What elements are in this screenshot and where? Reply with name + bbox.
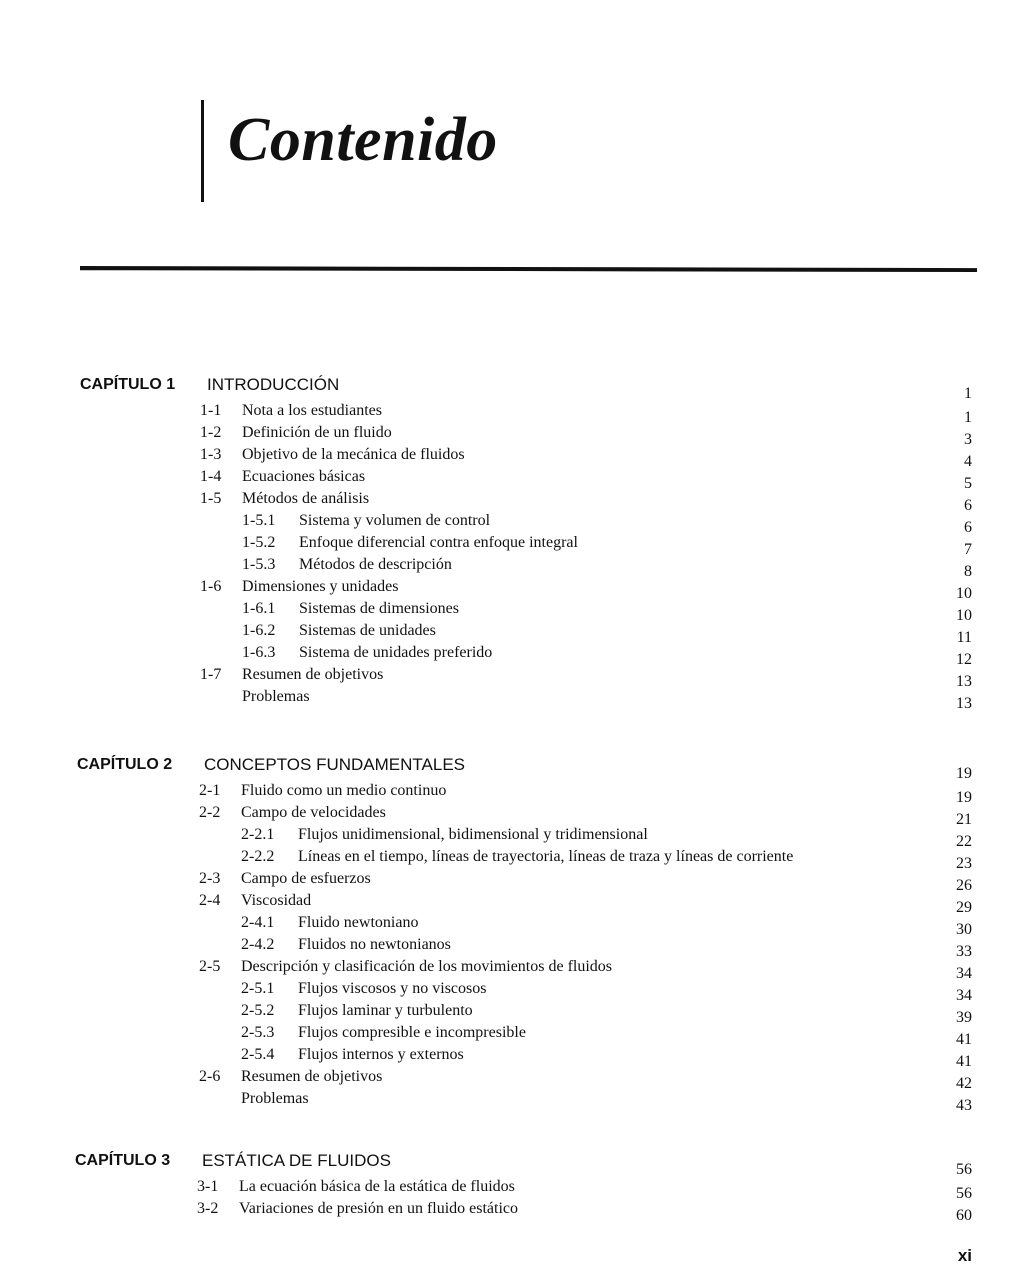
section-number: 1-5.3 — [242, 556, 276, 573]
toc-section-entry[interactable] — [0, 424, 1030, 446]
section-page-number: 10 — [956, 585, 972, 602]
section-page-number: 60 — [956, 1207, 972, 1224]
chapter-label: CAPÍTULO 1 — [80, 376, 176, 393]
section-number: 2-5 — [199, 958, 221, 975]
section-number: 2-4.2 — [241, 936, 275, 953]
section-title: Sistemas de unidades — [299, 622, 436, 639]
section-page-number: 4 — [964, 453, 972, 470]
toc-subsection-entry[interactable] — [0, 1046, 1030, 1068]
section-page-number: 39 — [956, 1009, 972, 1026]
section-number: 1-6 — [200, 578, 222, 595]
section-number: 2-2.2 — [241, 848, 275, 865]
chapter-title: CONCEPTOS FUNDAMENTALES — [204, 755, 466, 774]
toc-subsection-entry[interactable] — [0, 914, 1030, 936]
section-number: 2-3 — [199, 870, 221, 887]
section-number: 2-2 — [199, 804, 221, 821]
section-page-number: 43 — [956, 1097, 972, 1114]
toc-subsection-entry[interactable] — [0, 1002, 1030, 1024]
toc-section-entry[interactable] — [0, 1178, 1030, 1200]
toc-section-entry[interactable] — [0, 804, 1030, 826]
section-page-number: 23 — [956, 855, 972, 872]
section-number: 1-4 — [200, 468, 222, 485]
chapter-page-number: 1 — [964, 385, 972, 402]
toc-subsection-entry[interactable] — [0, 936, 1030, 958]
section-title: Líneas en el tiempo, líneas de trayectoria, líneas de traza y líneas de corriente — [298, 848, 794, 865]
section-title: Resumen de objetivos — [241, 1068, 383, 1085]
chapter-section — [0, 1152, 1030, 1222]
chapter-heading[interactable] — [0, 1152, 1030, 1178]
toc-section-entry[interactable] — [0, 892, 1030, 914]
section-page-number: 6 — [964, 519, 972, 536]
section-title: Sistemas de dimensiones — [299, 600, 459, 617]
section-title: Campo de esfuerzos — [241, 870, 371, 887]
page-number: xi — [957, 1246, 972, 1265]
section-page-number: 21 — [956, 811, 972, 828]
toc-subsection-entry[interactable] — [0, 848, 1030, 870]
toc-section-entry[interactable] — [0, 1200, 1030, 1222]
section-number: 2-5.1 — [241, 980, 275, 997]
toc-section-entry[interactable] — [0, 446, 1030, 468]
chapter-heading[interactable] — [0, 376, 1030, 402]
toc-section-entry[interactable] — [0, 688, 1030, 710]
chapter-label: CAPÍTULO 2 — [77, 756, 173, 773]
toc-section-entry[interactable] — [0, 782, 1030, 804]
toc-subsection-entry[interactable] — [0, 556, 1030, 578]
title-vertical-rule — [201, 100, 204, 202]
toc-section-entry[interactable] — [0, 490, 1030, 512]
toc-section-entry[interactable] — [0, 402, 1030, 424]
section-number: 1-5 — [200, 490, 222, 507]
section-page-number: 34 — [956, 965, 972, 982]
section-title: Sistema y volumen de control — [299, 512, 491, 529]
section-title: Flujos internos y externos — [298, 1046, 464, 1063]
toc-subsection-entry[interactable] — [0, 534, 1030, 556]
section-page-number: 1 — [964, 409, 972, 426]
section-number: 2-4 — [199, 892, 221, 909]
section-title: Campo de velocidades — [241, 804, 386, 821]
section-page-number: 30 — [956, 921, 972, 938]
section-page-number: 3 — [964, 431, 972, 448]
section-title: Fluido como un medio continuo — [241, 782, 447, 799]
section-number: 1-6.3 — [242, 644, 276, 661]
section-page-number: 5 — [964, 475, 972, 492]
section-number: 1-6.1 — [242, 600, 276, 617]
chapter-section — [0, 756, 1030, 1112]
chapter-section — [0, 376, 1030, 710]
section-number: 2-5.3 — [241, 1024, 275, 1041]
section-number: 1-3 — [200, 446, 222, 463]
title-horizontal-rule — [80, 266, 977, 272]
section-page-number: 33 — [956, 943, 972, 960]
toc-section-entry[interactable] — [0, 578, 1030, 600]
section-number: 1-2 — [200, 424, 222, 441]
toc-subsection-entry[interactable] — [0, 826, 1030, 848]
section-page-number: 10 — [956, 607, 972, 624]
toc-section-entry[interactable] — [0, 666, 1030, 688]
toc-subsection-entry[interactable] — [0, 600, 1030, 622]
section-number: 2-5.2 — [241, 1002, 275, 1019]
section-number: 2-6 — [199, 1068, 221, 1085]
section-title: Flujos compresible e incompresible — [298, 1024, 526, 1041]
chapter-title: ESTÁTICA DE FLUIDOS — [202, 1151, 391, 1170]
chapter-label: CAPÍTULO 3 — [75, 1152, 171, 1169]
toc-subsection-entry[interactable] — [0, 980, 1030, 1002]
section-title: Definición de un fluido — [242, 424, 392, 441]
section-title: Métodos de análisis — [242, 490, 370, 507]
section-page-number: 41 — [956, 1031, 972, 1048]
section-title: Sistema de unidades preferido — [299, 644, 493, 661]
toc-section-entry[interactable] — [0, 958, 1030, 980]
section-title: Métodos de descripción — [299, 556, 452, 573]
section-number: 3-1 — [197, 1178, 219, 1195]
chapter-page-number: 56 — [956, 1161, 972, 1178]
section-page-number: 7 — [964, 541, 972, 558]
section-title: Problemas — [242, 688, 310, 705]
section-page-number: 6 — [964, 497, 972, 514]
section-page-number: 19 — [956, 789, 972, 806]
section-number: 3-2 — [197, 1200, 219, 1217]
section-number: 1-5.2 — [242, 534, 276, 551]
toc-section-entry[interactable] — [0, 870, 1030, 892]
section-number: 1-6.2 — [242, 622, 276, 639]
section-page-number: 13 — [956, 673, 972, 690]
section-number: 1-5.1 — [242, 512, 276, 529]
toc-subsection-entry[interactable] — [0, 644, 1030, 666]
section-page-number: 22 — [956, 833, 972, 850]
section-page-number: 26 — [956, 877, 972, 894]
section-page-number: 12 — [956, 651, 972, 668]
section-title: Viscosidad — [241, 892, 312, 909]
section-title: Descripción y clasificación de los movimientos de fluidos — [241, 958, 613, 975]
section-page-number: 42 — [956, 1075, 972, 1092]
section-title: La ecuación básica de la estática de fluidos — [239, 1178, 515, 1195]
section-number: 2-5.4 — [241, 1046, 275, 1063]
section-title: Flujos laminar y turbulento — [298, 1002, 473, 1019]
section-page-number: 34 — [956, 987, 972, 1004]
section-page-number: 29 — [956, 899, 972, 916]
section-title: Nota a los estudiantes — [242, 402, 382, 419]
toc-section-entry[interactable] — [0, 1068, 1030, 1090]
page-title: Contenido — [228, 106, 498, 174]
section-title: Dimensiones y unidades — [242, 578, 399, 595]
section-page-number: 56 — [956, 1185, 972, 1202]
section-page-number: 11 — [956, 629, 972, 646]
section-title: Objetivo de la mecánica de fluidos — [242, 446, 465, 463]
section-title: Flujos viscosos y no viscosos — [298, 980, 487, 997]
section-title: Ecuaciones básicas — [242, 468, 366, 485]
section-title: Problemas — [241, 1090, 309, 1107]
section-number: 1-7 — [200, 666, 222, 683]
section-title: Fluidos no newtonianos — [298, 936, 451, 953]
section-number: 1-1 — [200, 402, 222, 419]
section-number: 2-4.1 — [241, 914, 275, 931]
section-title: Fluido newtoniano — [298, 914, 419, 931]
section-number: 2-1 — [199, 782, 221, 799]
chapter-heading[interactable] — [0, 756, 1030, 782]
toc-subsection-entry[interactable] — [0, 622, 1030, 644]
section-title: Variaciones de presión en un fluido estático — [239, 1200, 519, 1217]
chapter-title: INTRODUCCIÓN — [207, 375, 340, 394]
section-page-number: 41 — [956, 1053, 972, 1070]
section-title: Resumen de objetivos — [242, 666, 384, 683]
toc-section-entry[interactable] — [0, 468, 1030, 490]
section-number: 2-2.1 — [241, 826, 275, 843]
toc-section-entry[interactable] — [0, 1090, 1030, 1112]
section-page-number: 8 — [964, 563, 972, 580]
toc-subsection-entry[interactable] — [0, 1024, 1030, 1046]
section-title: Flujos unidimensional, bidimensional y tridimensional — [298, 826, 648, 843]
chapter-page-number: 19 — [956, 765, 972, 782]
section-title: Enfoque diferencial contra enfoque integral — [299, 534, 578, 551]
toc-subsection-entry[interactable] — [0, 512, 1030, 534]
section-page-number: 13 — [956, 695, 972, 712]
